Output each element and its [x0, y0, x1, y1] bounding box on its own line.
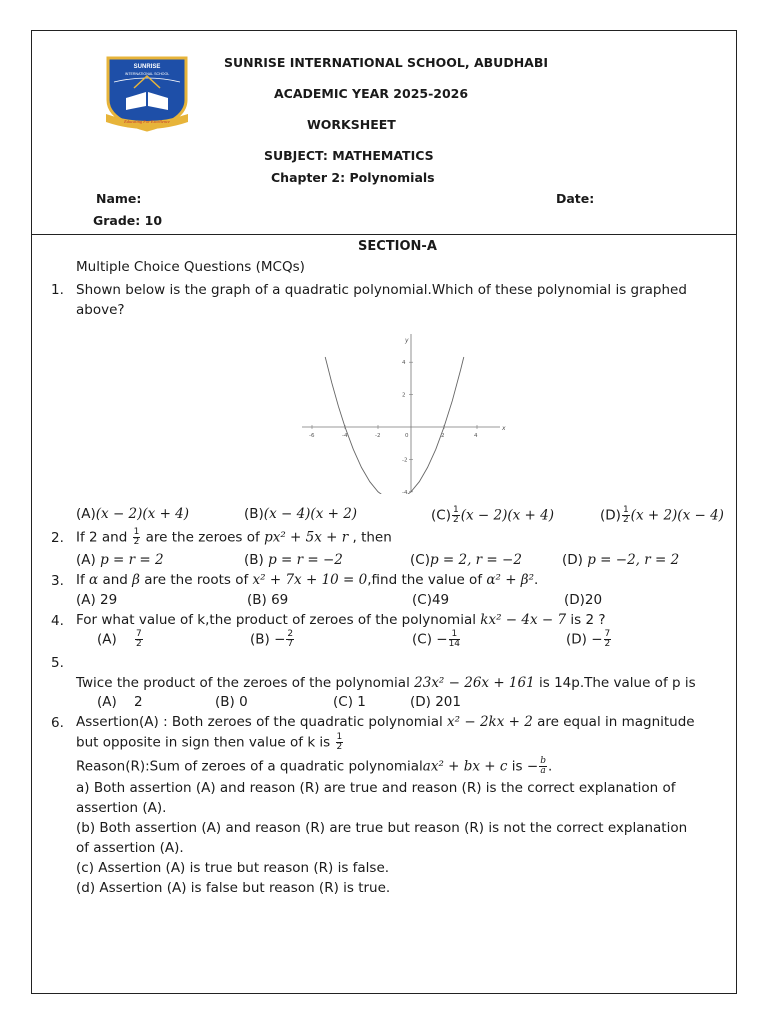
q3-option-b: (B) 69: [247, 592, 289, 608]
q1-option-c: (C) $\frac{1}{2}$ (x − 2)(x + 4): [431, 505, 554, 525]
q2-option-c: (C)p = 2, r = −2: [410, 552, 522, 568]
q2-option-a: (A) p = r = 2: [76, 552, 164, 568]
q6-option-d: (d) Assertion (A) is false but reason (R) is true.: [76, 880, 391, 896]
q4-option-b: (B) − $\frac{2}{7}$: [250, 629, 294, 649]
y-tick-label: -4: [402, 489, 408, 494]
q3-number: 3.: [51, 573, 64, 589]
school-logo: [104, 54, 190, 136]
q2-option-b: (B) p = r = −2: [244, 552, 343, 568]
x-tick-label: 0: [405, 433, 409, 439]
q6-option-b-line1: (b) Both assertion (A) and reason (R) are true but reason (R) is not the correct explanation: [76, 820, 688, 836]
chapter: Chapter 2: Polynomials: [271, 170, 435, 185]
date-label: Date:: [556, 191, 595, 206]
q6-option-a-line1: a) Both assertion (A) and reason (R) are true and reason (R) is the correct explanation of: [76, 780, 676, 796]
q6-number: 6.: [51, 715, 64, 731]
q2-number: 2.: [51, 530, 64, 546]
q4-option-d: (D) − $\frac{7}{2}$: [566, 629, 611, 649]
y-tick-label: 2: [402, 392, 406, 399]
x-tick-label: -6: [309, 433, 315, 439]
grade-label: Grade: 10: [93, 213, 163, 228]
academic-year: ACADEMIC YEAR 2025-2026: [274, 86, 469, 101]
q6-option-c: (c) Assertion (A) is true but reason (R) is false.: [76, 860, 390, 876]
q6-assertion-line1: Assertion(A) : Both zeroes of the quadratic polynomial x² − 2kx + 2 are equal in magnitude: [76, 714, 695, 730]
q5-number: 5.: [51, 655, 64, 671]
section-title: SECTION-A: [358, 239, 437, 254]
q6-reason: Reason(R):Sum of zeroes of a quadratic polynomialax² + bx + c is − $\frac{b}{a}$ .: [76, 756, 553, 776]
q4-text: For what value of k,the product of zeroes of the polynomial kx² − 4x − 7 is 2 ?: [76, 612, 606, 628]
y-axis-label: y: [405, 337, 409, 344]
quadratic-graph: [300, 330, 508, 494]
section-intro: Multiple Choice Questions (MCQs): [76, 259, 305, 275]
x-tick-label: 2: [441, 433, 445, 439]
q1-option-a: (A)(x − 2)(x + 4): [76, 506, 190, 522]
q1-text-line2: above?: [76, 302, 125, 318]
q1-number: 1.: [51, 282, 64, 298]
x-tick-label: 4: [474, 433, 478, 439]
q4-option-c: (C) − $\frac{1}{14}$: [412, 629, 461, 649]
q4-number: 4.: [51, 613, 64, 629]
name-label: Name:: [96, 191, 142, 206]
x-axis-label: x: [502, 425, 506, 432]
q2-text: If 2 and $\frac{1}{2}$ are the zeroes of px² + 5x + r , then: [76, 527, 392, 547]
q5-option-d: (D) 201: [410, 694, 461, 710]
q5-text: Twice the product of the zeroes of the polynomial 23x² − 26x + 161 is 14p.The value of p is: [76, 675, 696, 691]
q3-option-d: (D)20: [564, 592, 603, 608]
parabola-curve: [325, 357, 464, 494]
header-divider: [32, 234, 736, 235]
x-tick-label: -2: [375, 433, 381, 439]
logo-top: SUNRISE: [133, 64, 161, 70]
q1-option-d: (D) $\frac{1}{2}$ (x + 2)(x − 4): [600, 505, 724, 525]
y-tick-label: 4: [402, 360, 406, 367]
subject: SUBJECT: MATHEMATICS: [264, 148, 434, 163]
q6-option-b-line2: of assertion (A).: [76, 840, 184, 856]
q5-option-c: (C) 1: [333, 694, 366, 710]
q1-text-line1: Shown below is the graph of a quadratic polynomial.Which of these polynomial is graphed: [76, 282, 687, 298]
x-tick-label: -4: [342, 433, 348, 439]
q5-option-a: (A) 2: [97, 694, 143, 710]
q3-option-c: (C)49: [412, 592, 450, 608]
q5-option-b: (B) 0: [215, 694, 248, 710]
y-tick-label: -2: [402, 457, 408, 464]
q1-option-b: (B)(x − 4)(x + 2): [244, 506, 358, 522]
q3-text: If α and β are the roots of x² + 7x + 10 = 0,find the value of α² + β².: [76, 572, 539, 588]
school-name: SUNRISE INTERNATIONAL SCHOOL, ABUDHABI: [224, 55, 549, 70]
logo-motto: Educating For Excellence: [124, 119, 170, 124]
q4-option-a: (A) $\frac{7}{2}$: [97, 629, 142, 649]
q2-option-d: (D) p = −2, r = 2: [562, 552, 680, 568]
logo-sub: INTERNATIONAL SCHOOL: [124, 72, 170, 76]
q3-option-a: (A) 29: [76, 592, 118, 608]
worksheet-title: WORKSHEET: [307, 117, 396, 132]
q6-option-a-line2: assertion (A).: [76, 800, 167, 816]
q6-assertion-line2: but opposite in sign then value of k is $\frac{1}{2}$: [76, 732, 343, 752]
